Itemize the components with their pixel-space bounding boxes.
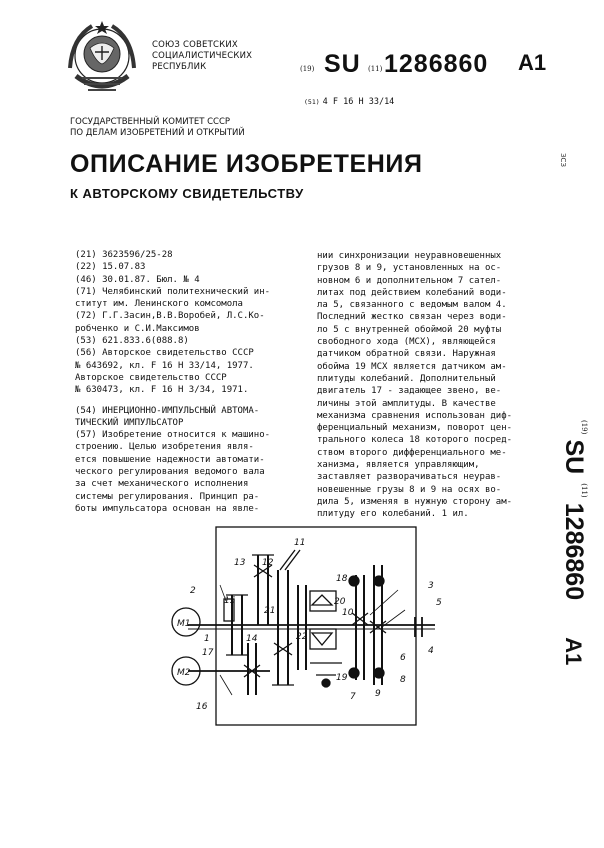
callout-11: 11	[294, 538, 306, 548]
biblio-line: ститут им. Ленинского комсомола	[75, 299, 243, 310]
country-name	[152, 40, 252, 73]
callout-14: 14	[246, 634, 258, 644]
abstract-line: трального колеса 18 которого посред-	[317, 435, 513, 446]
abstract-line: новном 6 и дополнительном 7 сател-	[317, 275, 502, 286]
page-title: ОПИСАНИЕ ИЗОБРЕТЕНИЯ	[70, 150, 423, 178]
weight-7	[349, 668, 359, 678]
abstract-line: ческого регулирования ведомого вала	[75, 467, 265, 478]
biblio-line: (56) Авторское свидетельство СССР	[75, 348, 254, 359]
callout-15: 15	[224, 596, 236, 606]
kinematic-diagram	[160, 525, 460, 740]
biblio-line: робченко и С.И.Максимов	[75, 323, 200, 334]
ipc-value: 4 F 16 H 33/14	[322, 97, 395, 107]
country-line: СОЮЗ СОВЕТСКИХ	[152, 40, 238, 50]
abstract-line: плитуду его колебаний. 1 ил.	[317, 509, 469, 520]
invention-title-line: ТИЧЕСКИЙ ИМПУЛЬСАТОР	[75, 417, 184, 428]
committee-line: ПО ДЕЛАМ ИЗОБРЕТЕНИЙ И ОТКРЫТИЙ	[70, 128, 245, 138]
stamp-text: ЗСЗ	[559, 153, 567, 167]
callout-8: 8	[400, 675, 406, 685]
biblio-line: № 630473, кл. F 16 H 3/34, 1971.	[75, 385, 249, 396]
abstract-line: ло 5 с внутренней обоймой 20 муфты	[317, 324, 502, 335]
biblio-line: (53) 621.833.6(088.8)	[75, 336, 189, 347]
callout-6: 6	[400, 653, 406, 663]
abstract-line: ством второго дифференциального ме-	[317, 447, 507, 458]
committee-name	[70, 117, 245, 139]
motor-label-m1: M1	[177, 619, 191, 629]
abstract-line: плитуды колебаний. Дополнительный	[317, 373, 496, 384]
doc-number: 1286860	[384, 50, 489, 78]
biblio-line: (46) 30.01.87. Бюл. № 4	[75, 274, 200, 285]
abstract-continuation	[317, 250, 552, 521]
abstract-line: датчиком обратной связи. Наружная	[317, 349, 496, 360]
housing-frame	[216, 527, 416, 725]
abstract-line: боты импульсатора основан на явле-	[75, 503, 260, 514]
ipc-code: (51)	[304, 98, 320, 106]
side-code-19: (19)	[580, 420, 588, 435]
abstract-line: двигатель 17 - задающее звено, ве-	[317, 386, 502, 397]
callout-2: 2	[190, 586, 196, 596]
biblio-line: № 643692, кл. F 16 H 33/14, 1977.	[75, 360, 254, 371]
abstract-line: системы регулирования. Принцип ра-	[75, 491, 260, 502]
callout-12: 12	[262, 558, 274, 568]
callout-9: 9	[375, 689, 381, 699]
doc-kind: A1	[518, 50, 547, 75]
code-19: (19)	[300, 65, 315, 73]
abstract-line: новешенные грузы 8 и 9 на осях во-	[317, 484, 502, 495]
callout-18: 18	[336, 574, 348, 584]
side-code-11: (11)	[580, 483, 588, 498]
motor-label-m2: M2	[177, 668, 191, 678]
bibliographic-data	[75, 249, 311, 515]
side-doc-kind: A1	[561, 637, 586, 666]
abstract-line: личины этой амплитуды. В качестве	[317, 398, 496, 409]
callout-17: 17	[202, 648, 214, 658]
abstract-line: заставляет разворачиваться неурав-	[317, 472, 502, 483]
doc-prefix: SU	[324, 50, 361, 78]
biblio-line: (71) Челябинский политехнический ин-	[75, 286, 271, 297]
abstract-line: Последний жестко связан через води-	[317, 312, 507, 323]
side-doc-number: 1286860	[560, 502, 588, 601]
weight-upper	[374, 576, 384, 586]
callout-16: 16	[196, 702, 208, 712]
biblio-line: (21) 3623596/25-28	[75, 250, 173, 260]
abstract-line: строению. Целью изобретения явля-	[75, 442, 254, 453]
callout-10: 10	[342, 608, 354, 618]
side-document-number	[548, 420, 588, 690]
callout-5: 5	[436, 598, 442, 608]
ussr-emblem-icon	[62, 18, 142, 100]
callout-20: 20	[334, 597, 346, 607]
callout-19: 19	[336, 673, 348, 683]
callout-13: 13	[234, 558, 246, 568]
differential-lower	[312, 633, 332, 645]
abstract-line: ется повышение надежности автомати-	[75, 454, 265, 465]
callout-21: 21	[264, 606, 276, 616]
differential-upper	[312, 595, 332, 605]
abstract-line: литах под действием колебаний води-	[317, 287, 507, 298]
country-line: РЕСПУБЛИК	[152, 62, 207, 72]
abstract-line: ла 5, связанного с ведомым валом 4.	[317, 300, 507, 311]
ipc-classification	[304, 97, 394, 107]
document-number	[300, 52, 570, 82]
abstract-line: механизма сравнения использован диф-	[317, 410, 513, 421]
abstract-line: ференциальный механизм, поворот цен-	[317, 423, 513, 434]
page-subtitle: К АВТОРСКОМУ СВИДЕТЕЛЬСТВУ	[70, 186, 304, 201]
abstract-line: нии синхронизации неуравновешенных	[317, 251, 502, 261]
code-11: (11)	[368, 65, 383, 73]
invention-title-line: (54) ИНЕРЦИОННО-ИМПУЛЬСНЫЙ АВТОМА-	[75, 405, 260, 416]
callout-22: 22	[296, 632, 308, 642]
biblio-line: (22) 15.07.83	[75, 262, 146, 273]
abstract-line: свободного хода (МСХ), являющейся	[317, 337, 496, 348]
abstract-line: грузов 8 и 9, установленных на ос-	[317, 263, 502, 274]
abstract-line: ханизма, является управляющим,	[317, 460, 480, 471]
abstract-line: дила 5, изменяя в нужную сторону ам-	[317, 496, 513, 507]
country-line: СОЦИАЛИСТИЧЕСКИХ	[152, 51, 253, 61]
callout-7: 7	[350, 692, 356, 702]
biblio-line: (72) Г.Г.Засин,В.В.Воробей, Л.С.Ко-	[75, 311, 265, 322]
abstract-line: обойма 19 МСХ является датчиком ам-	[317, 361, 507, 372]
weight-18	[349, 576, 359, 586]
committee-line: ГОСУДАРСТВЕННЫЙ КОМИТЕТ СССР	[70, 117, 231, 127]
side-doc-prefix: SU	[560, 439, 588, 475]
library-stamp	[553, 148, 569, 172]
callout-3: 3	[428, 581, 434, 591]
abstract-line: за счет механического исполнения	[75, 479, 249, 490]
callout-1: 1	[204, 634, 210, 644]
callout-4: 4	[428, 646, 434, 656]
weight-9	[374, 668, 384, 678]
biblio-line: Авторское свидетельство СССР	[75, 372, 227, 383]
abstract-line: (57) Изобретение относится к машино-	[75, 430, 271, 441]
